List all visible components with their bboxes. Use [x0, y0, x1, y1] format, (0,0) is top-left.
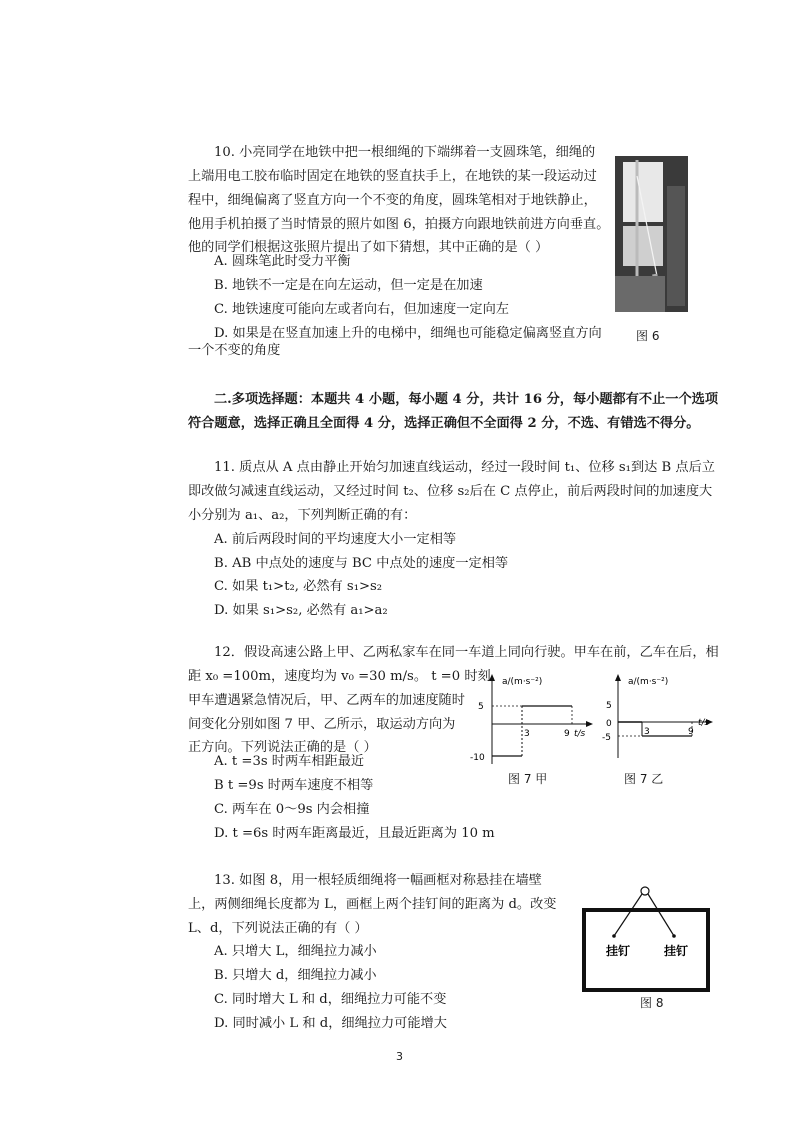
q11-option-d: D. 如果 s₁>s₂, 必然有 a₁>a₂: [214, 603, 388, 618]
graph-7a-xlabel: t/s: [574, 729, 586, 739]
figure-7a-caption: 图 7 甲: [508, 772, 548, 786]
rope-left: [614, 894, 642, 936]
subway-photo: [615, 156, 688, 312]
nail-left-label: 挂钉: [606, 944, 631, 958]
figure-6-caption: 图 6: [636, 329, 660, 343]
q13-line-1: 13. 如图 8，用一根轻质细绳将一幅画框对称悬挂在墙壁: [214, 873, 542, 888]
q10-line-4: 他用手机拍摄了当时情景的照片如图 6，拍摄方向跟地铁前进方向垂直。: [188, 217, 610, 232]
section-2-heading-line-1: 二.多项选择题：本题共 4 小题，每小题 4 分，共计 16 分，每小题都有不止一个选项: [214, 392, 719, 407]
graph-7b-tick-0: 0: [606, 719, 612, 729]
picture-frame-figure: [578, 880, 718, 992]
q11-line-2: 即改做匀减速直线运动，又经过时间 t₂、位移 s₂后在 C 点停止，前后两段时间的加速度大: [188, 484, 713, 499]
page-number: 3: [396, 1050, 403, 1063]
nail-left-dot: [612, 934, 616, 938]
q12-option-c: C. 两车在 0～9s 内会相撞: [214, 802, 370, 817]
graph-7b-tick-m5: -5: [602, 733, 611, 743]
q11-line-3: 小分别为 a₁、a₂，下列判断正确的有：: [188, 508, 417, 523]
q11-option-b: B. AB 中点处的速度与 BC 中点处的速度一定相等: [214, 556, 509, 571]
q12-line-2: 距 x₀ =100m，速度均为 v₀ =30 m/s。 t =0 时刻: [188, 669, 491, 684]
q10-line-5: 他的同学们根据这张照片提出了如下猜想，其中正确的是（ ）: [188, 240, 549, 255]
figure-8-caption: 图 8: [640, 996, 664, 1010]
q10-option-b: B. 地铁不一定是在向左运动，但一定是在加速: [214, 278, 483, 293]
graph-7a-tick-m10: -10: [470, 753, 485, 763]
graph-7a-tick-3: 3: [524, 729, 530, 739]
graph-7b-tick-5: 5: [606, 701, 612, 711]
q10-option-d: D. 如果是在竖直加速上升的电梯中，细绳也可能稳定偏离竖直方向: [214, 326, 602, 341]
graph-7a: [468, 672, 598, 772]
q13-option-a: A. 只增大 L，细绳拉力减小: [214, 944, 377, 959]
frame-outer: [584, 910, 708, 990]
q12-line-5: 正方向。下列说法正确的是（ ）: [188, 740, 377, 755]
q13-option-d: D. 同时减小 L 和 d，细绳拉力可能增大: [214, 1016, 447, 1031]
wall-nail: [641, 887, 649, 895]
q12-option-b: B t =9s 时两车速度不相等: [214, 778, 374, 793]
graph-7a-ylabel: a/(m·s⁻²): [502, 677, 543, 687]
graph-7a-tick-5: 5: [478, 702, 484, 712]
q12-line-3: 甲车遭遇紧急情况后，甲、乙两车的加速度随时: [188, 693, 465, 708]
q12-option-a: A. t =3s 时两车相距最近: [214, 754, 365, 769]
graph-7b-tick-9: 9: [688, 727, 694, 737]
q10-option-c: C. 地铁速度可能向左或者向右，但加速度一定向左: [214, 302, 509, 317]
graph-7b: [600, 672, 720, 772]
q10-line-2: 上端用电工胶布临时固定在地铁的竖直扶手上，在地铁的某一段运动过: [188, 169, 597, 184]
graph-7b-ylabel: a/(m·s⁻²): [628, 677, 669, 687]
q10-option-d-cont: 一个不变的角度: [188, 343, 281, 358]
q11-line-1: 11. 质点从 A 点由静止开始匀加速直线运动，经过一段时间 t₁、位移 s₁到达 B 点后立: [214, 460, 715, 475]
graph-7b-xlabel: t/s: [698, 718, 710, 728]
q13-option-b: B. 只增大 d，细绳拉力减小: [214, 968, 377, 983]
q12-option-d: D. t =6s 时两车距离最近，且最近距离为 10 m: [214, 826, 495, 841]
q10-line-3: 程中，细绳偏离了竖直方向一个不变的角度，圆珠笔相对于地铁静止，: [188, 193, 597, 208]
rope-right: [648, 894, 674, 936]
q11-option-c: C. 如果 t₁>t₂, 必然有 s₁>s₂: [214, 579, 383, 594]
nail-right-dot: [672, 934, 676, 938]
graph-7a-tick-9: 9: [564, 729, 570, 739]
q13-line-3: L、d，下列说法正确的有（ ）: [188, 921, 368, 936]
q12-line-4: 间变化分别如图 7 甲、乙所示，取运动方向为: [188, 717, 456, 732]
q11-option-a: A. 前后两段时间的平均速度大小一定相等: [214, 532, 457, 547]
nail-right-label: 挂钉: [664, 944, 689, 958]
q10-line-1: 10. 小亮同学在地铁中把一根细绳的下端绑着一支圆珠笔，细绳的: [214, 145, 596, 160]
graph-7b-tick-3: 3: [644, 727, 650, 737]
section-2-heading-line-2: 符合题意，选择正确且全面得 4 分，选择正确但不全面得 2 分，不选、有错选不得分。: [188, 416, 700, 431]
q13-line-2: 上，两侧细绳长度都为 L，画框上两个挂钉间的距离为 d。改变: [188, 897, 557, 912]
figure-7b-caption: 图 7 乙: [624, 772, 664, 786]
q10-option-a: A. 圆珠笔此时受力平衡: [214, 254, 351, 269]
q12-line-1: 12．假设高速公路上甲、乙两私家车在同一车道上同向行驶。甲车在前，乙车在后，相: [214, 645, 719, 660]
subway-photo-drawing: [615, 156, 688, 312]
q13-option-c: C. 同时增大 L 和 d，细绳拉力可能不变: [214, 992, 447, 1007]
